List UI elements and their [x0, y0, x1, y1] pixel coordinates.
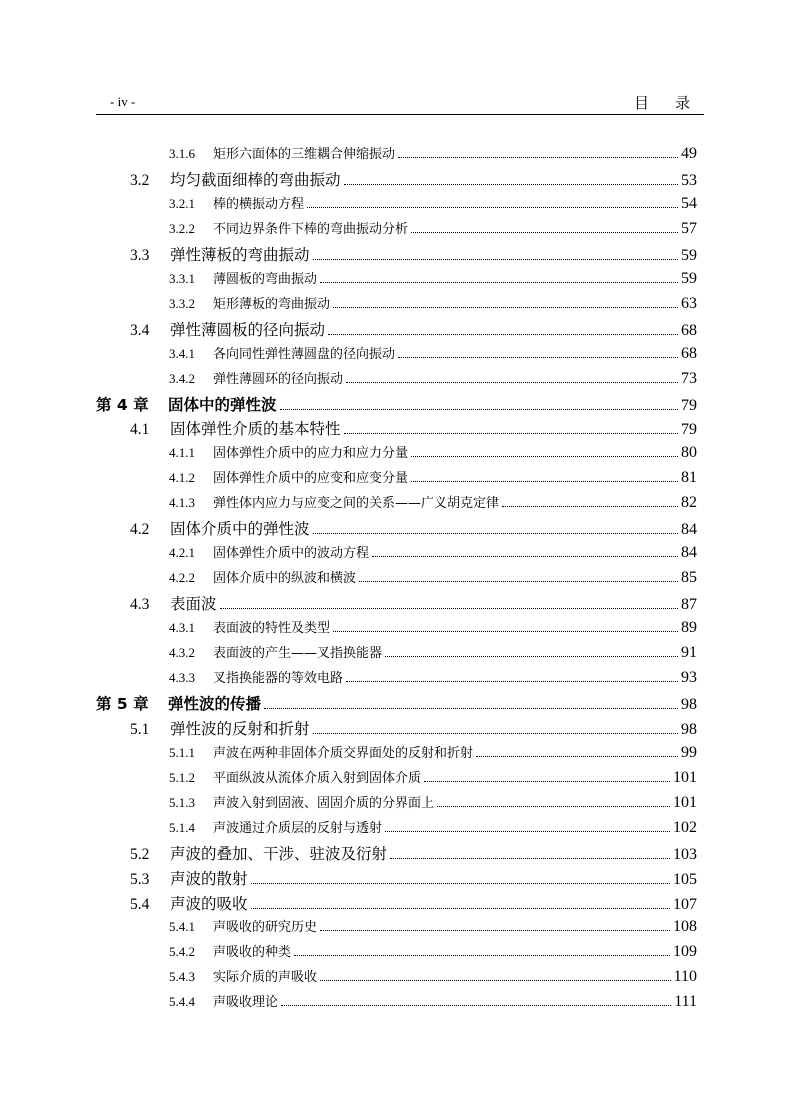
- toc-entry[interactable]: [169, 817, 697, 837]
- dot-leader: [398, 357, 678, 358]
- toc-entry-number: 5.1.3: [169, 794, 195, 810]
- toc-entry-number: 3.1.6: [169, 146, 195, 161]
- dot-leader: [313, 733, 678, 734]
- toc-entry[interactable]: [169, 642, 697, 662]
- toc-entry[interactable]: [169, 916, 697, 936]
- toc-entry[interactable]: [130, 717, 697, 739]
- toc-entry-page: 79: [681, 421, 697, 439]
- toc-entry[interactable]: [96, 692, 697, 714]
- toc-entry[interactable]: [169, 567, 697, 587]
- page-folio: - iv -: [110, 94, 136, 109]
- dot-leader: [333, 307, 678, 308]
- dot-leader: [424, 781, 670, 782]
- toc-entry-title: 固体弹性介质中的波动方程: [213, 546, 370, 562]
- toc-entry-title: 表面波: [170, 595, 217, 614]
- toc-entry-page: 109: [673, 943, 697, 961]
- dot-leader: [328, 334, 678, 335]
- dot-leader: [398, 157, 678, 158]
- toc-entry-title: 实际介质的声吸收: [213, 970, 318, 986]
- dot-leader: [385, 831, 670, 832]
- toc-entry[interactable]: [169, 218, 697, 238]
- toc-entry[interactable]: [169, 143, 697, 163]
- toc-entry-page: 87: [681, 596, 697, 614]
- toc-entry-number: 4.3.1: [169, 620, 195, 636]
- toc-entry-number: 第 5 章: [96, 694, 149, 713]
- toc-entry-title: 弹性薄板的弯曲振动: [170, 245, 310, 264]
- toc-entry-number: 3.3.2: [169, 295, 195, 311]
- toc-entry-title: 固体弹性介质的基本特性: [170, 420, 341, 439]
- toc-entry-page: 99: [681, 743, 697, 761]
- toc-entry[interactable]: [169, 492, 697, 512]
- toc-entry-page: 84: [681, 544, 697, 562]
- toc-entry-title: 固体弹性介质中的应力和应力分量: [213, 446, 409, 462]
- toc-entry-page: 63: [681, 294, 697, 312]
- toc-entry[interactable]: [130, 592, 697, 614]
- toc-entry-number: 5.4: [130, 895, 150, 913]
- toc-entry-number: 4.1: [130, 421, 150, 439]
- toc-entry-number: 3.2: [130, 171, 150, 189]
- dot-leader: [385, 656, 678, 657]
- toc-entry-page: 98: [681, 695, 697, 713]
- dot-leader: [307, 207, 678, 208]
- dot-leader: [476, 756, 678, 757]
- toc-entry-page: 105: [673, 870, 697, 888]
- toc-entry-number: 5.1.2: [169, 769, 195, 785]
- toc-entry[interactable]: [130, 318, 697, 340]
- toc-entry[interactable]: [169, 941, 697, 961]
- toc-entry[interactable]: [169, 792, 697, 812]
- toc-entry-title: 声波在两种非固体介质交界面处的反射和折射: [213, 745, 474, 761]
- toc-entry-title: 矩形六面体的三维耦合伸缩振动: [213, 147, 396, 162]
- toc-entry-page: 53: [681, 171, 697, 189]
- toc-entry[interactable]: [169, 368, 697, 388]
- dot-leader: [502, 506, 678, 507]
- dot-leader: [344, 184, 678, 185]
- toc-entry-number: 5.1: [130, 720, 150, 738]
- toc-entry-title: 声波的散射: [170, 869, 248, 888]
- toc-entry-title: 平面纵波从流体介质入射到固体介质: [213, 770, 422, 786]
- toc-entry-title: 声吸收理论: [213, 995, 279, 1011]
- toc-entry-page: 110: [673, 968, 697, 986]
- running-title: 目录: [633, 94, 716, 112]
- toc-entry[interactable]: [169, 293, 697, 313]
- toc-entry-page: 49: [681, 145, 697, 162]
- dot-leader: [346, 681, 678, 682]
- toc-entry-number: 3.2.1: [169, 195, 195, 211]
- toc-entry-title: 声波的吸收: [170, 894, 248, 913]
- dot-leader: [320, 930, 670, 931]
- dot-leader: [411, 232, 678, 233]
- toc-entry-title: 棒的横振动方程: [213, 196, 305, 212]
- toc-entry-number: 4.3.2: [169, 645, 195, 660]
- toc-entry[interactable]: [169, 343, 697, 363]
- dot-leader: [313, 259, 678, 260]
- toc-entry-title: 表面波的特性及类型: [213, 621, 331, 637]
- toc-entry-page: 84: [681, 521, 697, 539]
- toc-entry-page: 82: [681, 494, 697, 512]
- toc-entry-title: 声吸收的研究历史: [213, 920, 318, 936]
- toc-entry-title: 弹性体内应力与应变之间的关系——广义胡克定律: [213, 496, 500, 512]
- toc-entry-page: 111: [674, 993, 697, 1011]
- dot-leader: [333, 631, 678, 632]
- toc-entry[interactable]: [169, 991, 697, 1011]
- toc-entry-number: 3.3: [130, 246, 150, 264]
- dot-leader: [344, 433, 678, 434]
- toc-entry[interactable]: [169, 268, 697, 288]
- toc-entry-title: 固体中的弹性波: [168, 395, 277, 414]
- toc-entry-page: 107: [673, 895, 697, 913]
- toc-entry-number: 4.1.3: [169, 495, 195, 511]
- toc-entry-number: 5.1.4: [169, 819, 195, 835]
- toc-entry[interactable]: [169, 542, 697, 562]
- toc-entry-number: 3.4.1: [169, 345, 195, 361]
- toc-entry-title: 固体介质中的弹性波: [170, 520, 310, 539]
- toc-entry[interactable]: [130, 842, 697, 864]
- toc-entry[interactable]: [169, 966, 697, 986]
- toc-entry-title: 弹性薄圆环的径向振动: [213, 371, 344, 387]
- toc-entry-page: 98: [681, 720, 697, 738]
- toc-entry-title: 不同边界条件下棒的弯曲振动分析: [213, 221, 409, 237]
- toc-entry-page: 59: [681, 269, 697, 287]
- toc-entry-page: 79: [681, 396, 697, 414]
- toc-entry-page: 108: [673, 918, 697, 936]
- dot-leader: [220, 608, 678, 609]
- toc-entry[interactable]: [169, 442, 697, 462]
- toc-entry[interactable]: [169, 767, 697, 787]
- toc-entry-number: 3.3.1: [169, 270, 195, 286]
- toc-entry-page: 68: [681, 344, 697, 362]
- toc-entry-page: 93: [681, 668, 697, 686]
- toc-entry-page: 57: [681, 219, 697, 237]
- toc-entry-number: 4.1.2: [169, 470, 195, 486]
- toc-entry-number: 5.4.4: [169, 994, 195, 1010]
- toc-entry-title: 弹性薄圆板的径向振动: [170, 320, 326, 339]
- dot-leader: [411, 481, 678, 482]
- dot-leader: [411, 456, 678, 457]
- toc-entry-number: 5.2: [130, 845, 150, 863]
- toc-entry[interactable]: [130, 517, 697, 539]
- toc-entry[interactable]: [169, 667, 697, 687]
- toc-entry-page: 81: [681, 469, 697, 487]
- toc-entry-page: 73: [681, 369, 697, 387]
- toc-entry-title: 各向同性弹性薄圆盘的径向振动: [213, 346, 396, 362]
- toc-entry[interactable]: [130, 867, 697, 889]
- dot-leader: [346, 382, 678, 383]
- dot-leader: [280, 409, 678, 410]
- toc-entry-page: 102: [673, 818, 697, 836]
- toc-entry[interactable]: [130, 243, 697, 265]
- toc-entry[interactable]: [169, 193, 697, 213]
- dot-leader: [359, 581, 678, 582]
- toc-entry-title: 表面波的产生——叉指换能器: [213, 646, 383, 661]
- toc-entry-title: 声波通过介质层的反射与透射: [213, 820, 383, 836]
- toc-entry[interactable]: [96, 393, 697, 415]
- toc-entry-number: 4.3: [130, 596, 150, 614]
- toc-entry-number: 3.2.2: [169, 220, 195, 236]
- dot-leader: [251, 908, 670, 909]
- dot-leader: [251, 883, 670, 884]
- toc-entry-page: 85: [681, 569, 697, 587]
- toc-entry-title: 弹性波的反射和折射: [170, 719, 310, 738]
- dot-leader: [264, 708, 678, 709]
- toc-entry-page: 68: [681, 321, 697, 339]
- toc-entry-number: 4.3.3: [169, 669, 195, 685]
- toc-entry-number: 5.4.1: [169, 919, 195, 935]
- toc-entry[interactable]: [169, 742, 697, 762]
- toc-entry-title: 固体介质中的纵波和横波: [213, 571, 357, 587]
- page-header: [96, 92, 716, 115]
- toc-entry[interactable]: [130, 417, 697, 439]
- toc-entry-number: 5.4.3: [169, 969, 195, 985]
- toc-entry-page: 80: [681, 444, 697, 462]
- toc-entry-page: 101: [673, 768, 697, 786]
- toc-entry-number: 4.2: [130, 521, 150, 539]
- toc-entry-number: 3.4: [130, 321, 150, 339]
- toc-entry-number: 5.1.1: [169, 744, 195, 760]
- dot-leader: [390, 858, 670, 859]
- toc-entry-page: 54: [681, 194, 697, 212]
- toc-entry-title: 声波入射到固液、固固介质的分界面上: [213, 795, 435, 811]
- toc-entry-title: 声吸收的种类: [213, 945, 292, 961]
- toc-entry-page: 59: [681, 246, 697, 264]
- toc-entry-page: 91: [681, 644, 697, 661]
- toc-entry-page: 89: [681, 619, 697, 637]
- dot-leader: [372, 556, 678, 557]
- dot-leader: [320, 980, 671, 981]
- toc-entry-title: 固体弹性介质中的应变和应变分量: [213, 471, 409, 487]
- toc-entry-number: 4.1.1: [169, 445, 195, 461]
- toc-entry[interactable]: [130, 892, 697, 914]
- toc-entry-title: 薄圆板的弯曲振动: [213, 271, 318, 287]
- toc-entry-title: 叉指换能器的等效电路: [213, 670, 344, 686]
- toc-entry-page: 101: [673, 793, 697, 811]
- dot-leader: [281, 1005, 671, 1006]
- toc-entry-page: 103: [673, 845, 697, 863]
- toc-entry-title: 弹性波的传播: [168, 694, 262, 713]
- toc-entry[interactable]: [169, 467, 697, 487]
- toc-entry-number: 4.2.1: [169, 545, 195, 561]
- toc-entry-title: 声波的叠加、干涉、驻波及衍射: [170, 844, 388, 863]
- toc-entry[interactable]: [130, 168, 697, 190]
- dot-leader: [437, 806, 670, 807]
- dot-leader: [313, 533, 678, 534]
- dot-leader: [320, 282, 678, 283]
- toc-entry-number: 4.2.2: [169, 570, 195, 586]
- toc-entry-title: 矩形薄板的弯曲振动: [213, 296, 331, 312]
- toc-entry-number: 第 4 章: [96, 395, 149, 414]
- toc-entry-number: 3.4.2: [169, 370, 195, 386]
- toc-entry-number: 5.3: [130, 870, 150, 888]
- toc-entry-number: 5.4.2: [169, 944, 195, 960]
- dot-leader: [294, 955, 670, 956]
- toc-entry-title: 均匀截面细棒的弯曲振动: [170, 170, 341, 189]
- toc-entry[interactable]: [169, 617, 697, 637]
